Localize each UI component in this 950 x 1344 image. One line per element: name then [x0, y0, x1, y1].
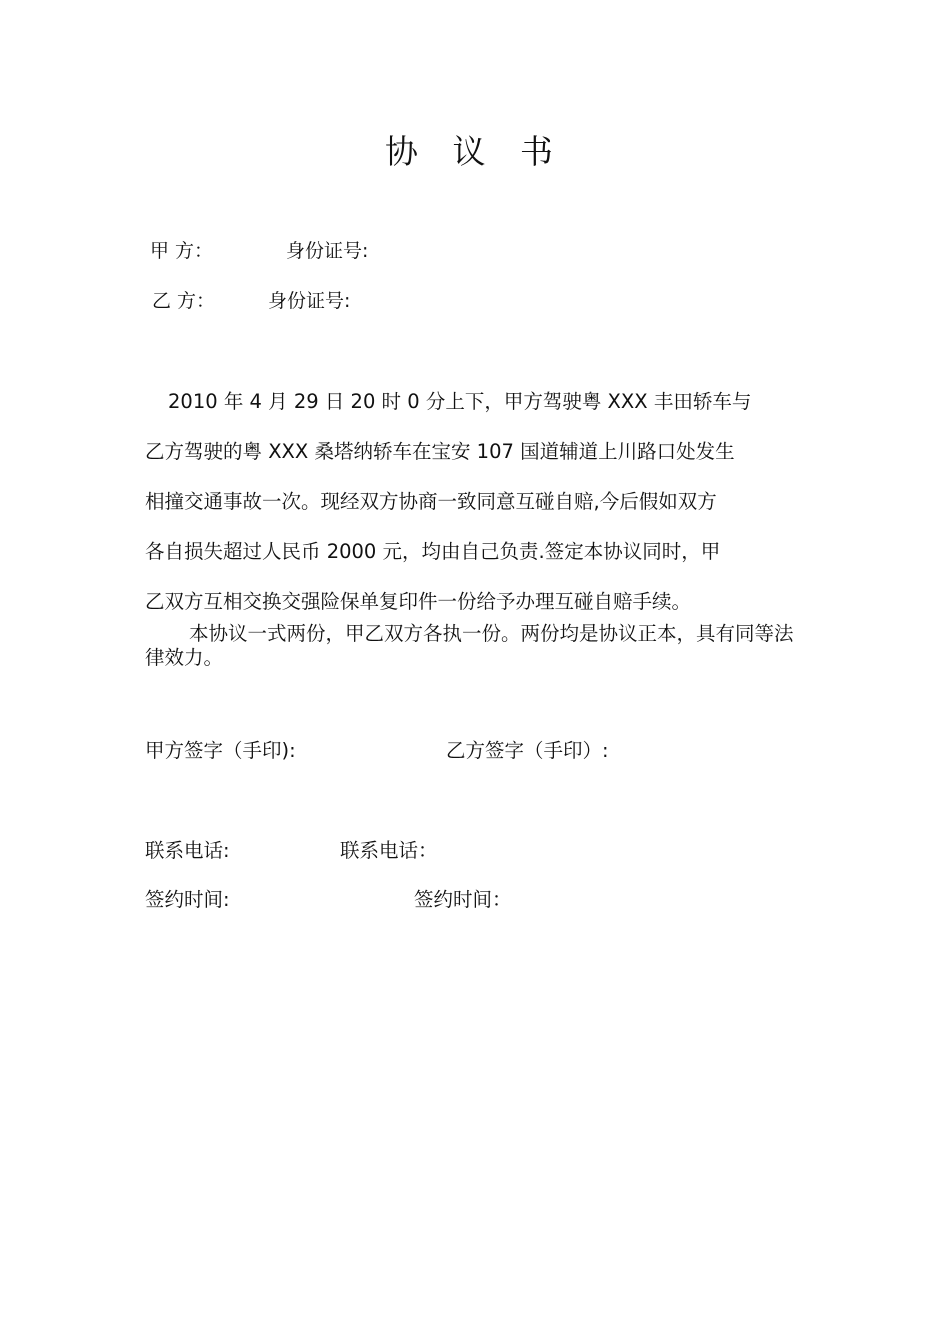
body-line-4: 各自损失超过人民币 2000 元，均由自己负责.签定本协议同时，甲: [145, 540, 721, 563]
validity-clause: 本协议一式两份，甲乙双方各执一份。两份均是协议正本，具有同等法律效力。: [145, 622, 794, 669]
party-a-date-label: 签约时间:: [145, 888, 230, 911]
party-b-id-label: 身份证号:: [268, 290, 351, 312]
party-a-phone-label: 联系电话:: [145, 839, 230, 862]
body-line-1: 2010 年 4 月 29 日 20 时 0 分上下，甲方驾驶粤 XXX 丰田轿车与: [168, 390, 752, 413]
party-a-id-label: 身份证号:: [286, 240, 369, 262]
party-b-label: 乙 方：: [152, 290, 216, 312]
party-b-signature-label: 乙方签字（手印）:: [446, 739, 609, 762]
body-line-3: 相撞交通事故一次。现经双方协商一致同意互碰自赔,今后假如双方: [145, 490, 717, 513]
party-b-phone-label: 联系电话：: [340, 839, 438, 862]
body-line-5: 乙双方互相交换交强险保单复印件一份给予办理互碰自赔手续。: [145, 590, 692, 613]
document-title: 协 议 书: [385, 132, 565, 171]
party-b-date-label: 签约时间：: [414, 888, 512, 911]
party-a-signature-label: 甲方签字（手印):: [145, 739, 296, 762]
body-line-2: 乙方驾驶的粤 XXX 桑塔纳轿车在宝安 107 国道辅道上川路口处发生: [145, 440, 735, 463]
party-a-label: 甲 方：: [150, 240, 214, 262]
